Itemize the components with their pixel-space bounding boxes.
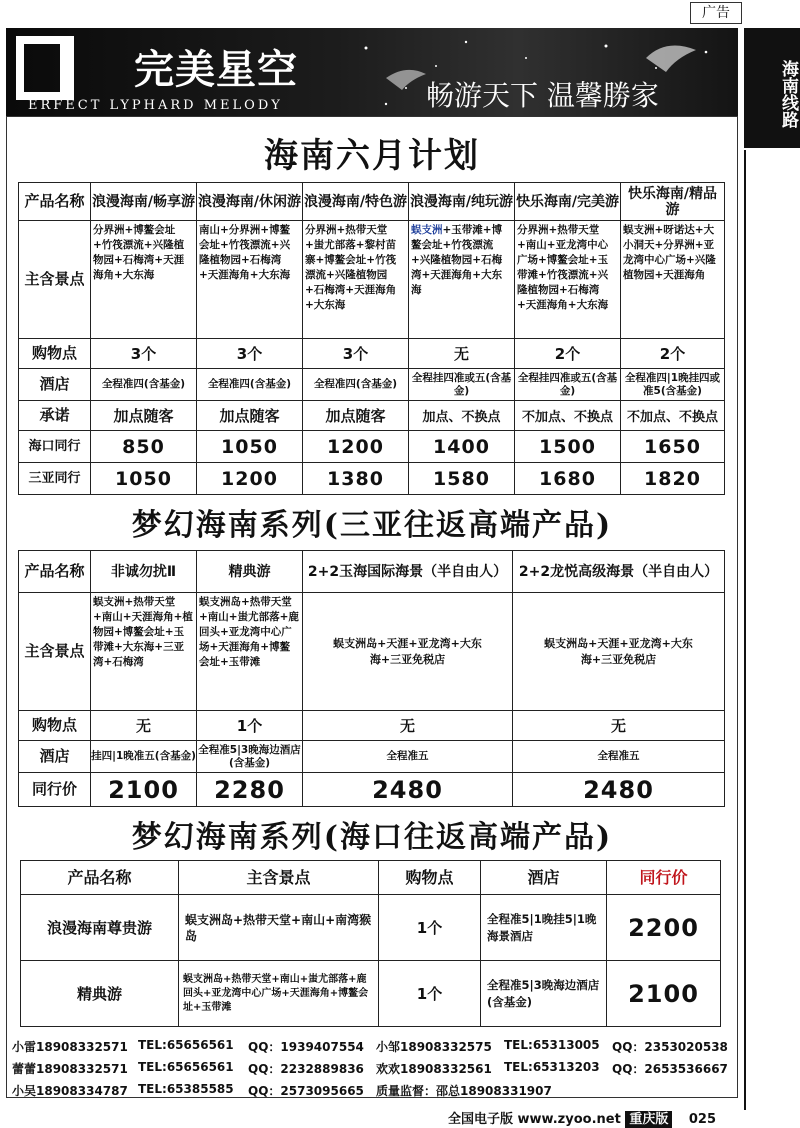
- table-row: [21, 961, 721, 1027]
- sites-cell: 蜈支洲岛+天涯+亚龙湾+大东海+三亚免税店: [513, 593, 725, 711]
- contact-tel: TEL:65656561: [138, 1060, 234, 1074]
- row-label: 酒店: [19, 741, 91, 773]
- edition-text: 全国电子版 www.zyoo.net: [448, 1112, 621, 1127]
- sites-cell: 蜈支洲岛+热带天堂+南山+蚩尤部落+鹿回头+亚龙湾中心广场+天涯海角+博鳌会址+玉带滩: [179, 961, 379, 1027]
- product-name: 浪漫海南/纯玩游: [409, 183, 515, 221]
- row-label: 承诺: [19, 401, 91, 431]
- hotel-cell: 全程准五: [513, 741, 725, 773]
- product-name: 快乐海南/完美游: [515, 183, 621, 221]
- promise-cell: 加点随客: [91, 401, 197, 431]
- price-cell: 2100: [91, 773, 197, 807]
- price-cell: 2100: [607, 961, 721, 1027]
- price-cell: 1500: [515, 431, 621, 463]
- hotel-cell: 全程准四|1晚挂四或准5(含基金): [621, 369, 725, 401]
- contact-qq: QQ：2653536667: [612, 1062, 728, 1076]
- header-row: [21, 861, 721, 895]
- price-cell: 1650: [621, 431, 725, 463]
- row-label: 购物点: [19, 711, 91, 741]
- sanya-price-row: [19, 463, 725, 495]
- hotel-cell: 全程准五: [303, 741, 513, 773]
- promise-cell: 加点、不换点: [409, 401, 515, 431]
- price-cell: 1050: [197, 431, 303, 463]
- row-label: 三亚同行: [19, 463, 91, 495]
- ad-tag: 广告: [690, 2, 742, 24]
- contact-tel: TEL:65313005: [504, 1038, 600, 1052]
- row-label: 酒店: [19, 369, 91, 401]
- shopping-cell: 3个: [91, 339, 197, 369]
- section1-title: 海南六月计划: [264, 136, 480, 176]
- hotel-cell: 全程准5|1晚挂5|1晚海景酒店: [481, 895, 607, 961]
- hotel-cell: 全程准四(含基金): [91, 369, 197, 401]
- contact-row: [12, 1080, 738, 1102]
- hotel-cell: 挂四|1晚准五(含基金): [91, 741, 197, 773]
- shopping-cell: 1个: [379, 961, 481, 1027]
- contact-tel: TEL:65313203: [504, 1060, 600, 1074]
- col-header: 主含景点: [179, 861, 379, 895]
- contact-qq: QQ：1939407554: [248, 1040, 364, 1054]
- sites-cell: 南山+分界洲+博鳌会址+竹筏漂流+兴隆植物园+石梅湾+天涯海角+大东海: [197, 221, 303, 339]
- sites-cell: [409, 221, 515, 339]
- contact-qq: QQ：2232889836: [248, 1062, 364, 1076]
- logo-p-icon: [16, 36, 74, 100]
- side-tab: 海南线路: [744, 28, 800, 148]
- row-label: 主含景点: [19, 221, 91, 339]
- city-edition: 重庆版: [625, 1111, 672, 1128]
- product-name: 精典游: [197, 551, 303, 593]
- haikou-price-row: [19, 431, 725, 463]
- price-cell: 2280: [197, 773, 303, 807]
- product-name: 浪漫海南/畅享游: [91, 183, 197, 221]
- row-label: 产品名称: [19, 183, 91, 221]
- promise-cell: 加点随客: [303, 401, 409, 431]
- sites-cell: 蜈支洲岛+天涯+亚龙湾+大东海+三亚免税店: [303, 593, 513, 711]
- product-name: 精典游: [21, 961, 179, 1027]
- product-row: [19, 183, 725, 221]
- sites-cell: 蜈支洲+热带天堂+南山+天涯海角+植物园+博鳌会址+玉带滩+大东海+三亚湾+石梅湾: [91, 593, 197, 711]
- shopping-cell: 1个: [379, 895, 481, 961]
- hotel-cell: 全程准四(含基金): [197, 369, 303, 401]
- page-number: 025: [688, 1112, 717, 1127]
- shopping-cell: 2个: [621, 339, 725, 369]
- product-name: 非诚勿扰Ⅱ: [91, 551, 197, 593]
- hotel-row: [19, 369, 725, 401]
- contact-qq: QQ：2353020538: [612, 1040, 728, 1054]
- product-name: 2+2玉海国际海景（半自由人）: [303, 551, 513, 593]
- shopping-cell: 3个: [303, 339, 409, 369]
- contact-name: 小雷18908332571: [12, 1040, 128, 1054]
- section2-table: [18, 550, 725, 807]
- col-header: 酒店: [481, 861, 607, 895]
- section2-title: 梦幻海南系列(三亚往返高端产品): [131, 508, 613, 543]
- footer: [448, 1108, 716, 1127]
- hotel-cell: 全程挂四准或五(含基金): [409, 369, 515, 401]
- logo-subtitle: ERFECT LYPHARD MELODY: [28, 98, 283, 113]
- price-cell: 1580: [409, 463, 515, 495]
- col-header: 产品名称: [21, 861, 179, 895]
- price-cell: 1680: [515, 463, 621, 495]
- sites-cell: 分界洲+博鳌会址+竹筏漂流+兴隆植物园+石梅湾+天涯海角+大东海: [91, 221, 197, 339]
- promise-row: [19, 401, 725, 431]
- slogan: 畅游天下 温馨勝家: [426, 79, 659, 112]
- highlight-site: 蜈支洲: [411, 224, 443, 236]
- col-header: 同行价: [607, 861, 721, 895]
- shopping-cell: 无: [91, 711, 197, 741]
- price-cell: 1200: [197, 463, 303, 495]
- sites-cell: 蜈支洲岛+热带天堂+南山+蚩尤部落+鹿回头+亚龙湾中心广场+天涯海角+博鳌会址+玉带滩: [197, 593, 303, 711]
- col-header: 购物点: [379, 861, 481, 895]
- contact-name: 欢欢18908332561: [376, 1062, 492, 1076]
- contact-row: [12, 1058, 738, 1080]
- price-cell: 1050: [91, 463, 197, 495]
- sites-text: +玉带滩+博鳌会址+竹筏漂流+兴隆植物园+石梅湾+天涯海角+大东海: [411, 224, 503, 296]
- promise-cell: 不加点、不换点: [515, 401, 621, 431]
- product-name: 2+2龙悦高级海景（半自由人）: [513, 551, 725, 593]
- quality-supervisor: 质量监督：邵总18908331907: [376, 1084, 552, 1098]
- table-row: [21, 895, 721, 961]
- hotel-cell: 全程准四(含基金): [303, 369, 409, 401]
- hotel-cell: 全程挂四准或五(含基金): [515, 369, 621, 401]
- hotel-cell: 全程准5|3晚海边酒店(含基金): [197, 741, 303, 773]
- shopping-cell: 无: [513, 711, 725, 741]
- shopping-cell: 2个: [515, 339, 621, 369]
- price-cell: 1380: [303, 463, 409, 495]
- product-name: 浪漫海南/休闲游: [197, 183, 303, 221]
- price-cell: 1820: [621, 463, 725, 495]
- contact-name: 小吴18908334787: [12, 1084, 128, 1098]
- row-label: 海口同行: [19, 431, 91, 463]
- side-divider: [744, 150, 746, 1110]
- sites-cell: 蜈支洲+呀诺达+大小洞天+分界洲+亚龙湾中心广场+兴隆植物园+天涯海角: [621, 221, 725, 339]
- contact-name: 蕾蕾18908332571: [12, 1062, 128, 1076]
- sites-cell: 分界洲+热带天堂+蚩尤部落+黎村苗寨+博鳌会址+竹筏漂流+兴隆植物园+石梅湾+天涯海角+大东海: [303, 221, 409, 339]
- shopping-cell: 3个: [197, 339, 303, 369]
- price-cell: 2200: [607, 895, 721, 961]
- logo-text: 完美星空: [134, 47, 298, 93]
- banner: [6, 28, 738, 116]
- price-cell: 2480: [303, 773, 513, 807]
- price-row: [19, 773, 725, 807]
- shopping-row: [19, 339, 725, 369]
- price-cell: 1200: [303, 431, 409, 463]
- product-name: 快乐海南/精品游: [621, 183, 725, 221]
- shopping-row: [19, 711, 725, 741]
- contact-row: [12, 1036, 738, 1058]
- product-name: 浪漫海南尊贵游: [21, 895, 179, 961]
- price-cell: 2480: [513, 773, 725, 807]
- sites-row: [19, 593, 725, 711]
- sites-row: [19, 221, 725, 339]
- section1-table: [18, 182, 725, 495]
- promise-cell: 加点随客: [197, 401, 303, 431]
- product-row: [19, 551, 725, 593]
- hotel-row: [19, 741, 725, 773]
- row-label: 产品名称: [19, 551, 91, 593]
- row-label: 购物点: [19, 339, 91, 369]
- price-cell: 1400: [409, 431, 515, 463]
- sites-cell: 蜈支洲岛+热带天堂+南山+南湾猴岛: [179, 895, 379, 961]
- row-label: 同行价: [19, 773, 91, 807]
- hotel-cell: 全程准5|3晚海边酒店(含基金): [481, 961, 607, 1027]
- contact-tel: TEL:65385585: [138, 1082, 234, 1096]
- contact-tel: TEL:65656561: [138, 1038, 234, 1052]
- contact-qq: QQ：2573095665: [248, 1084, 364, 1098]
- section3-title: 梦幻海南系列(海口往返高端产品): [131, 820, 613, 855]
- product-name: 浪漫海南/特色游: [303, 183, 409, 221]
- contact-name: 小邹18908332575: [376, 1040, 492, 1054]
- contacts: [12, 1036, 738, 1102]
- price-cell: 850: [91, 431, 197, 463]
- promise-cell: 不加点、不换点: [621, 401, 725, 431]
- shopping-cell: 无: [409, 339, 515, 369]
- sites-cell: 分界洲+热带天堂+南山+亚龙湾中心广场+博鳌会址+玉带滩+竹筏漂流+兴隆植物园+石梅湾+天涯海角+大东海: [515, 221, 621, 339]
- shopping-cell: 无: [303, 711, 513, 741]
- shopping-cell: 1个: [197, 711, 303, 741]
- section3-table: [20, 860, 721, 1027]
- row-label: 主含景点: [19, 593, 91, 711]
